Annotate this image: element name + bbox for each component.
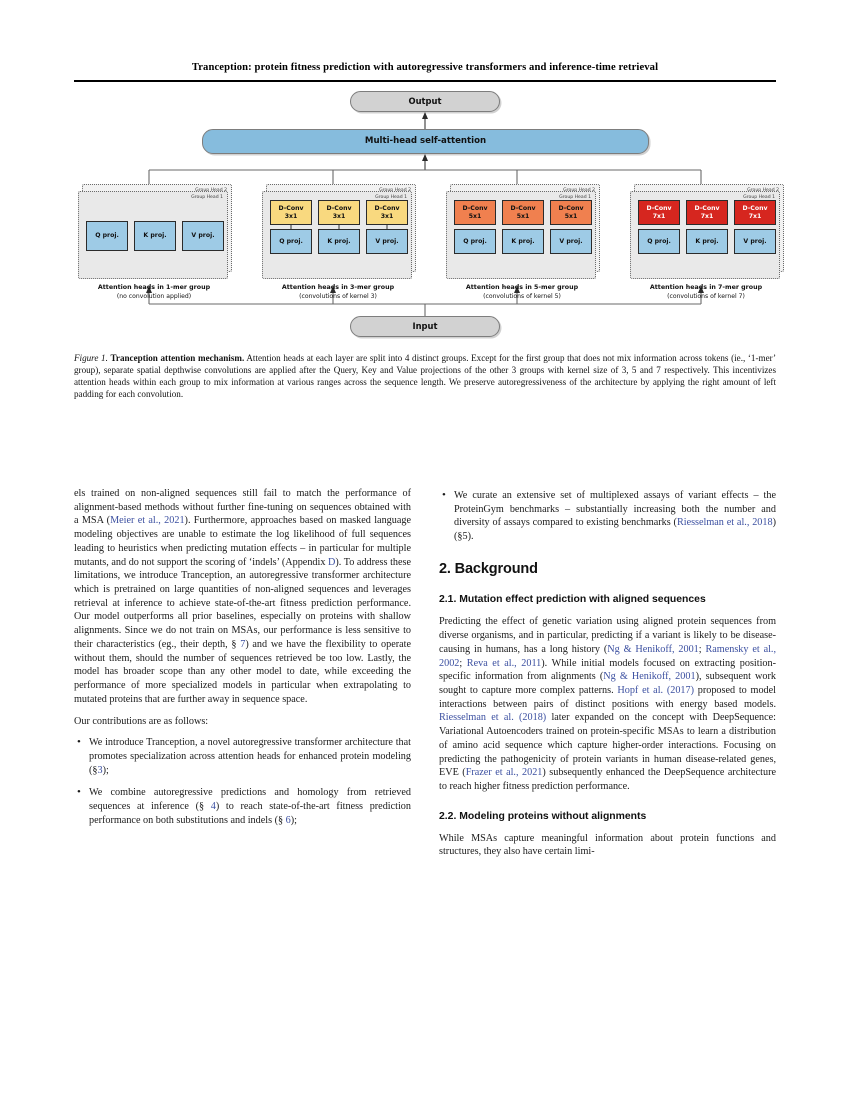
group-5mer-caption (442, 284, 602, 301)
group-head-1-label-4: Group Head 1 (743, 195, 775, 200)
figure-number: Figure 1. (74, 353, 108, 363)
q-proj-7mer: Q proj. (638, 229, 680, 254)
citation-riesselman-2018-b[interactable]: Riesselman et al. (2018) (439, 712, 547, 724)
bullet2-t2: ) to reach state-of-the-art fitness prediction performance on both substitutions and indels (§ (89, 801, 411, 826)
lp1-t1: els trained on non-aligned sequences still fail to match the performance of alignment-based methods without further fine-tuning on sequences obtained with a MSA ( (74, 488, 411, 527)
v-proj-5mer: V proj. (550, 229, 592, 254)
v-proj-1mer: V proj. (182, 221, 224, 251)
ref-section-6[interactable]: 6 (285, 814, 291, 826)
q-proj-1mer: Q proj. (86, 221, 128, 251)
k-proj-3mer: K proj. (318, 229, 360, 254)
citation-meier-2021[interactable]: Meier et al., 2021 (110, 515, 185, 527)
citation-hopf-2017[interactable]: Hopf et al. (2017) (617, 684, 694, 696)
group-1mer-caption (74, 284, 234, 301)
output-node: Output (350, 91, 500, 112)
list-item (439, 489, 776, 544)
rp1-t1: Predicting the effect of genetic variation using aligned protein sequences from diverse organisms, and in particular, predicting if a variant is likely to be disease-causing in humans, has a long history ( (439, 616, 776, 655)
citation-frazer-2021[interactable]: Frazer et al., 2021 (465, 767, 543, 779)
ref-appendix-d[interactable]: D (328, 556, 336, 568)
v-proj-3mer: V proj. (366, 229, 408, 254)
dconv-7x1-v: D-Conv 7x1 (734, 200, 776, 225)
dconv-3x1-k: D-Conv 3x1 (318, 200, 360, 225)
citation-ng-henikoff-2001-a[interactable]: Ng & Henikoff, 2001 (607, 643, 699, 655)
ref-section-7[interactable]: 7 (240, 638, 246, 650)
group-head-1-label-1: Group Head 1 (191, 195, 223, 200)
k-proj-1mer: K proj. (134, 221, 176, 251)
group-3mer-caption-sub: (convolutions of kernel 3) (299, 292, 377, 300)
list-item (74, 786, 411, 827)
rp1-t5: later expanded on the concept with DeepSequence: Variational Autoencoders trained on protein-specific MSAs to learn a distribution of amino acid sequence which capture higher-order interactions. Focusing on predicting the pathogenicity of protein variants in human disease-related genes, EVE ( (439, 712, 776, 779)
k-proj-5mer: K proj. (502, 229, 544, 254)
left-paragraph-1 (74, 487, 411, 707)
section-heading-background: 2. Background (439, 560, 538, 577)
dconv-5x1-k: D-Conv 5x1 (502, 200, 544, 225)
q-proj-3mer: Q proj. (270, 229, 312, 254)
header-rule (74, 80, 776, 82)
group-5mer-caption-sub: (convolutions of kernel 5) (483, 292, 561, 300)
dconv-5x1-v: D-Conv 5x1 (550, 200, 592, 225)
bullet2-t3: ); (290, 814, 297, 826)
subsection-heading-2-1: 2.1. Mutation effect prediction with aligned sequences (439, 594, 706, 606)
group-7mer-caption-title: Attention heads in 7-mer group (649, 284, 763, 291)
v-proj-7mer: V proj. (734, 229, 776, 254)
rbullet-t2: ) (§5). (454, 517, 776, 543)
dconv-7x1-k: D-Conv 7x1 (686, 200, 728, 225)
group-head-1-label-3: Group Head 1 (559, 195, 591, 200)
citation-reva-2011[interactable]: Reva et al., 2011 (466, 657, 542, 669)
running-header: Tranception: protein fitness prediction with autoregressive transformers and inference-time retrieval (191, 62, 659, 73)
figure-caption-body: Attention heads at each layer are split into 4 distinct groups. Except for the first group that does not mix information across tokens (ie., ‘1-mer’ group), separate spatial depthwise convolutions are applied after the Query, Key and Value projections of the other 3 groups with kernel size of 3, 5 and 7 respectively. This incentivizes attention heads within each group to mix information at various ranges across the sequence length. We preserve autoregressiveness of the architecture by applying the right amount of left padding for each convolution. (74, 353, 776, 400)
citation-ramensky-2002[interactable]: Ramensky et al., 2002 (439, 643, 777, 669)
dconv-3x1-v: D-Conv 3x1 (366, 200, 408, 225)
group-5mer-caption-title: Attention heads in 5-mer group (465, 284, 579, 291)
dconv-5x1-q: D-Conv 5x1 (454, 200, 496, 225)
lp1-t3: ). To address these limitations, we introduce Tranception, an autoregressive transformer architecture which is pretrained on large quantities of non-aligned sequences and leverages retrieval at inference to achieve state-of-the-art fitness prediction performance. Our model outperforms all prior baselines, especially on proteins with shallow alignments. Since we do not train on MSAs, our performance is less sensitive to their characteristics (eg., their depth, § (74, 556, 411, 650)
list-item (74, 736, 411, 777)
ref-section-4[interactable]: 4 (210, 801, 216, 813)
rp1-t6: ) subsequently enhanced the DeepSequence architecture to reach higher fitness prediction performance. (439, 767, 776, 792)
group-head-1-label-2: Group Head 1 (375, 195, 407, 200)
lp1-t2: ). Furthermore, approaches based on masked language modeling objectives are unable to estimate the log likelihood of full sequences leading to heuristics when predicting mutation effects – in particular for multiple mutants, and do not support the scoring of ‘indels’ (Appendix (74, 515, 411, 568)
group-1mer-caption-title: Attention heads in 1-mer group (97, 284, 211, 291)
rp1-s2: ; (459, 657, 467, 669)
rp1-t4: proposed to model interactions between pairs of distinct positions with energy based models. (439, 684, 776, 710)
group-7mer-caption-sub: (convolutions of kernel 7) (667, 292, 745, 300)
multi-head-self-attention-node: Multi-head self-attention (202, 129, 649, 154)
body-right-column (439, 487, 776, 867)
rp1-t2: ). While initial models focused on extracting position-specific information from alignments ( (439, 657, 776, 683)
rbullet-t1: We curate an extensive set of multiplexed assays of variant effects – the ProteinGym benchmarks – substantially increasing both the number and diversity of assays compared to existing benchmarks ( (454, 490, 776, 529)
bullet1-t1: We introduce Tranception, a novel autoregressive transformer architecture that promotes specialization across attention heads for enhanced protein modeling (§ (89, 737, 411, 776)
rp1-s1: ; (698, 643, 706, 655)
dconv-3x1-q: D-Conv 3x1 (270, 200, 312, 225)
input-node: Input (350, 316, 500, 337)
ref-section-3[interactable]: 3 (97, 764, 103, 776)
k-proj-7mer: K proj. (686, 229, 728, 254)
left-paragraph-2: Our contributions are as follows: (74, 715, 209, 727)
citation-riesselman-2018[interactable]: Riesselman et al., 2018 (676, 517, 773, 529)
group-3mer-caption-title: Attention heads in 3-mer group (281, 284, 395, 291)
contributions-list-left (74, 736, 411, 827)
group-7mer-caption (626, 284, 786, 301)
bullet2-t1: We combine autoregressive predictions and homology from retrieved sequences at inference (§ (89, 787, 411, 813)
right-paragraph-1 (439, 615, 776, 793)
group-1mer-caption-sub: (no convolution applied) (116, 292, 192, 300)
lp1-t4: ) and we have the flexibility to operate without them, should the number of sequences retrieved be too low. Lastly, the model has broader scope than any other model to date, while exceeding the performance of more specialized models in particular when extrapolating to mutated proteins that are further away in sequence space. (74, 638, 411, 705)
rp1-t3: ), subsequent work sought to capture more complex patterns. (439, 671, 776, 696)
figure-caption (74, 352, 776, 400)
contributions-list-right (439, 489, 776, 544)
citation-ng-henikoff-2001-b[interactable]: Ng & Henikoff, 2001 (603, 671, 696, 683)
right-paragraph-2: While MSAs capture meaningful information about protein functions and structures, they also have certain limi- (439, 832, 776, 858)
bullet1-t2: ); (102, 764, 109, 776)
group-3mer-caption (258, 284, 418, 301)
q-proj-5mer: Q proj. (454, 229, 496, 254)
dconv-7x1-q: D-Conv 7x1 (638, 200, 680, 225)
figure-1-diagram (74, 88, 776, 340)
body-left-column (74, 487, 411, 837)
figure-caption-title: Tranception attention mechanism. (110, 353, 245, 363)
subsection-heading-2-2: 2.2. Modeling proteins without alignments (439, 810, 647, 822)
